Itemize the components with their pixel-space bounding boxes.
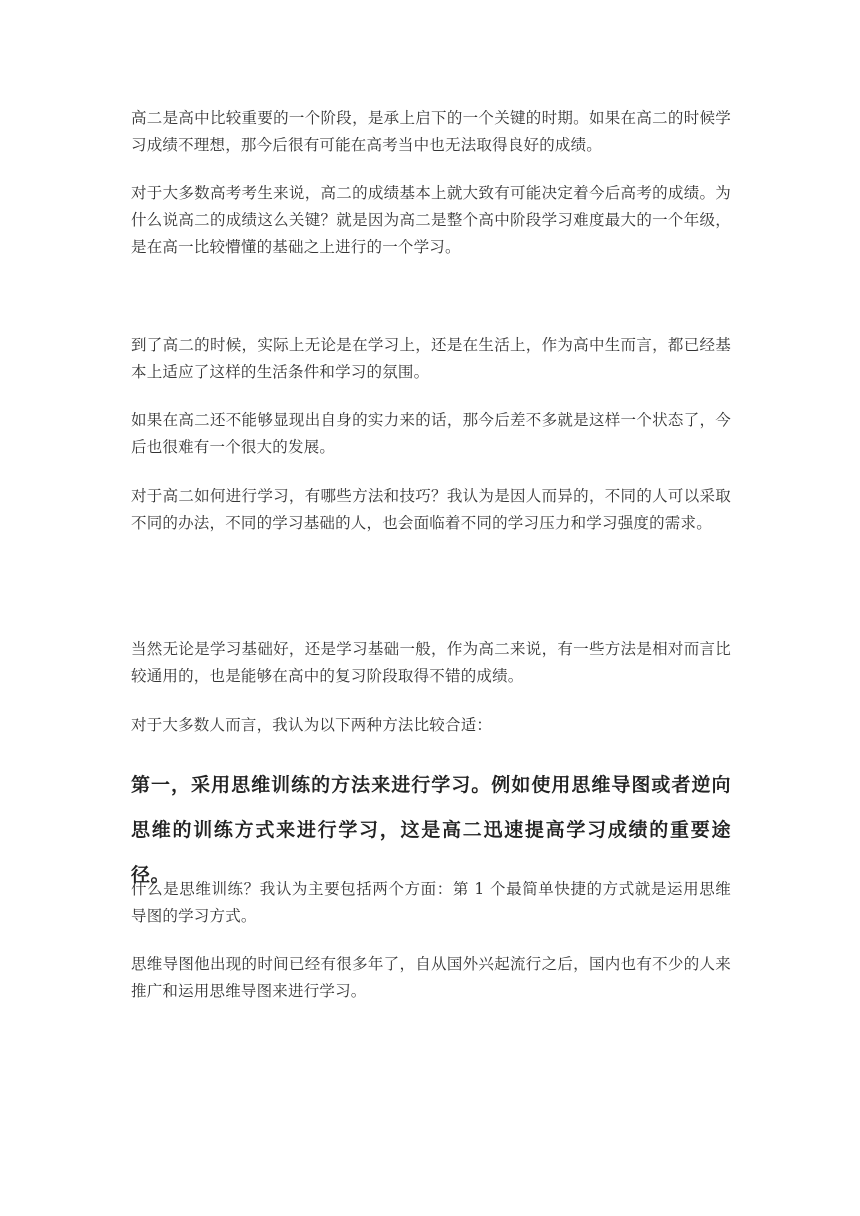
paragraph-2: 对于大多数高考考生来说，高二的成绩基本上就大致有可能决定着今后高考的成绩。为什么说高二的成绩这么关键？就是因为高二是整个高中阶段学习难度最大的一个年级，是在高一比较懵懂的基础之上进行的一个学习。: [131, 184, 731, 256]
paragraph-5: 对于高二如何进行学习，有哪些方法和技巧？我认为是因人而异的，不同的人可以采取不同的办法，不同的学习基础的人，也会面临着不同的学习压力和学习强度的需求。: [131, 487, 731, 532]
paragraph-8: 什么是思维训练？我认为主要包括两个方面：第 1 个最简单快捷的方式就是运用思维导图的学习方式。: [131, 880, 731, 925]
paragraph-7: 对于大多数人而言，我认为以下两种方法比较合适：: [131, 716, 493, 734]
paragraph-3: 到了高二的时候，实际上无论是在学习上，还是在生活上，作为高中生而言，都已经基本上适应了这样的生活条件和学习的氛围。: [131, 336, 731, 381]
paragraph-6: 当然无论是学习基础好，还是学习基础一般，作为高二来说，有一些方法是相对而言比较通用的，也是能够在高中的复习阶段取得不错的成绩。: [131, 640, 731, 685]
paragraph-1: 高二是高中比较重要的一个阶段，是承上启下的一个关键的时期。如果在高二的时候学习成绩不理想，那今后很有可能在高考当中也无法取得良好的成绩。: [131, 109, 731, 154]
paragraph-9: 思维导图他出现的时间已经有很多年了，自从国外兴起流行之后，国内也有不少的人来推广和运用思维导图来进行学习。: [131, 955, 731, 1000]
paragraph-4: 如果在高二还不能够显现出自身的实力来的话，那今后差不多就是这样一个状态了，今后也很难有一个很大的发展。: [131, 411, 731, 456]
section-heading: 第一，采用思维训练的方法来进行学习。例如使用思维导图或者逆向思维的训练方式来进行学习，这是高二迅速提高学习成绩的重要途径。: [131, 774, 731, 886]
